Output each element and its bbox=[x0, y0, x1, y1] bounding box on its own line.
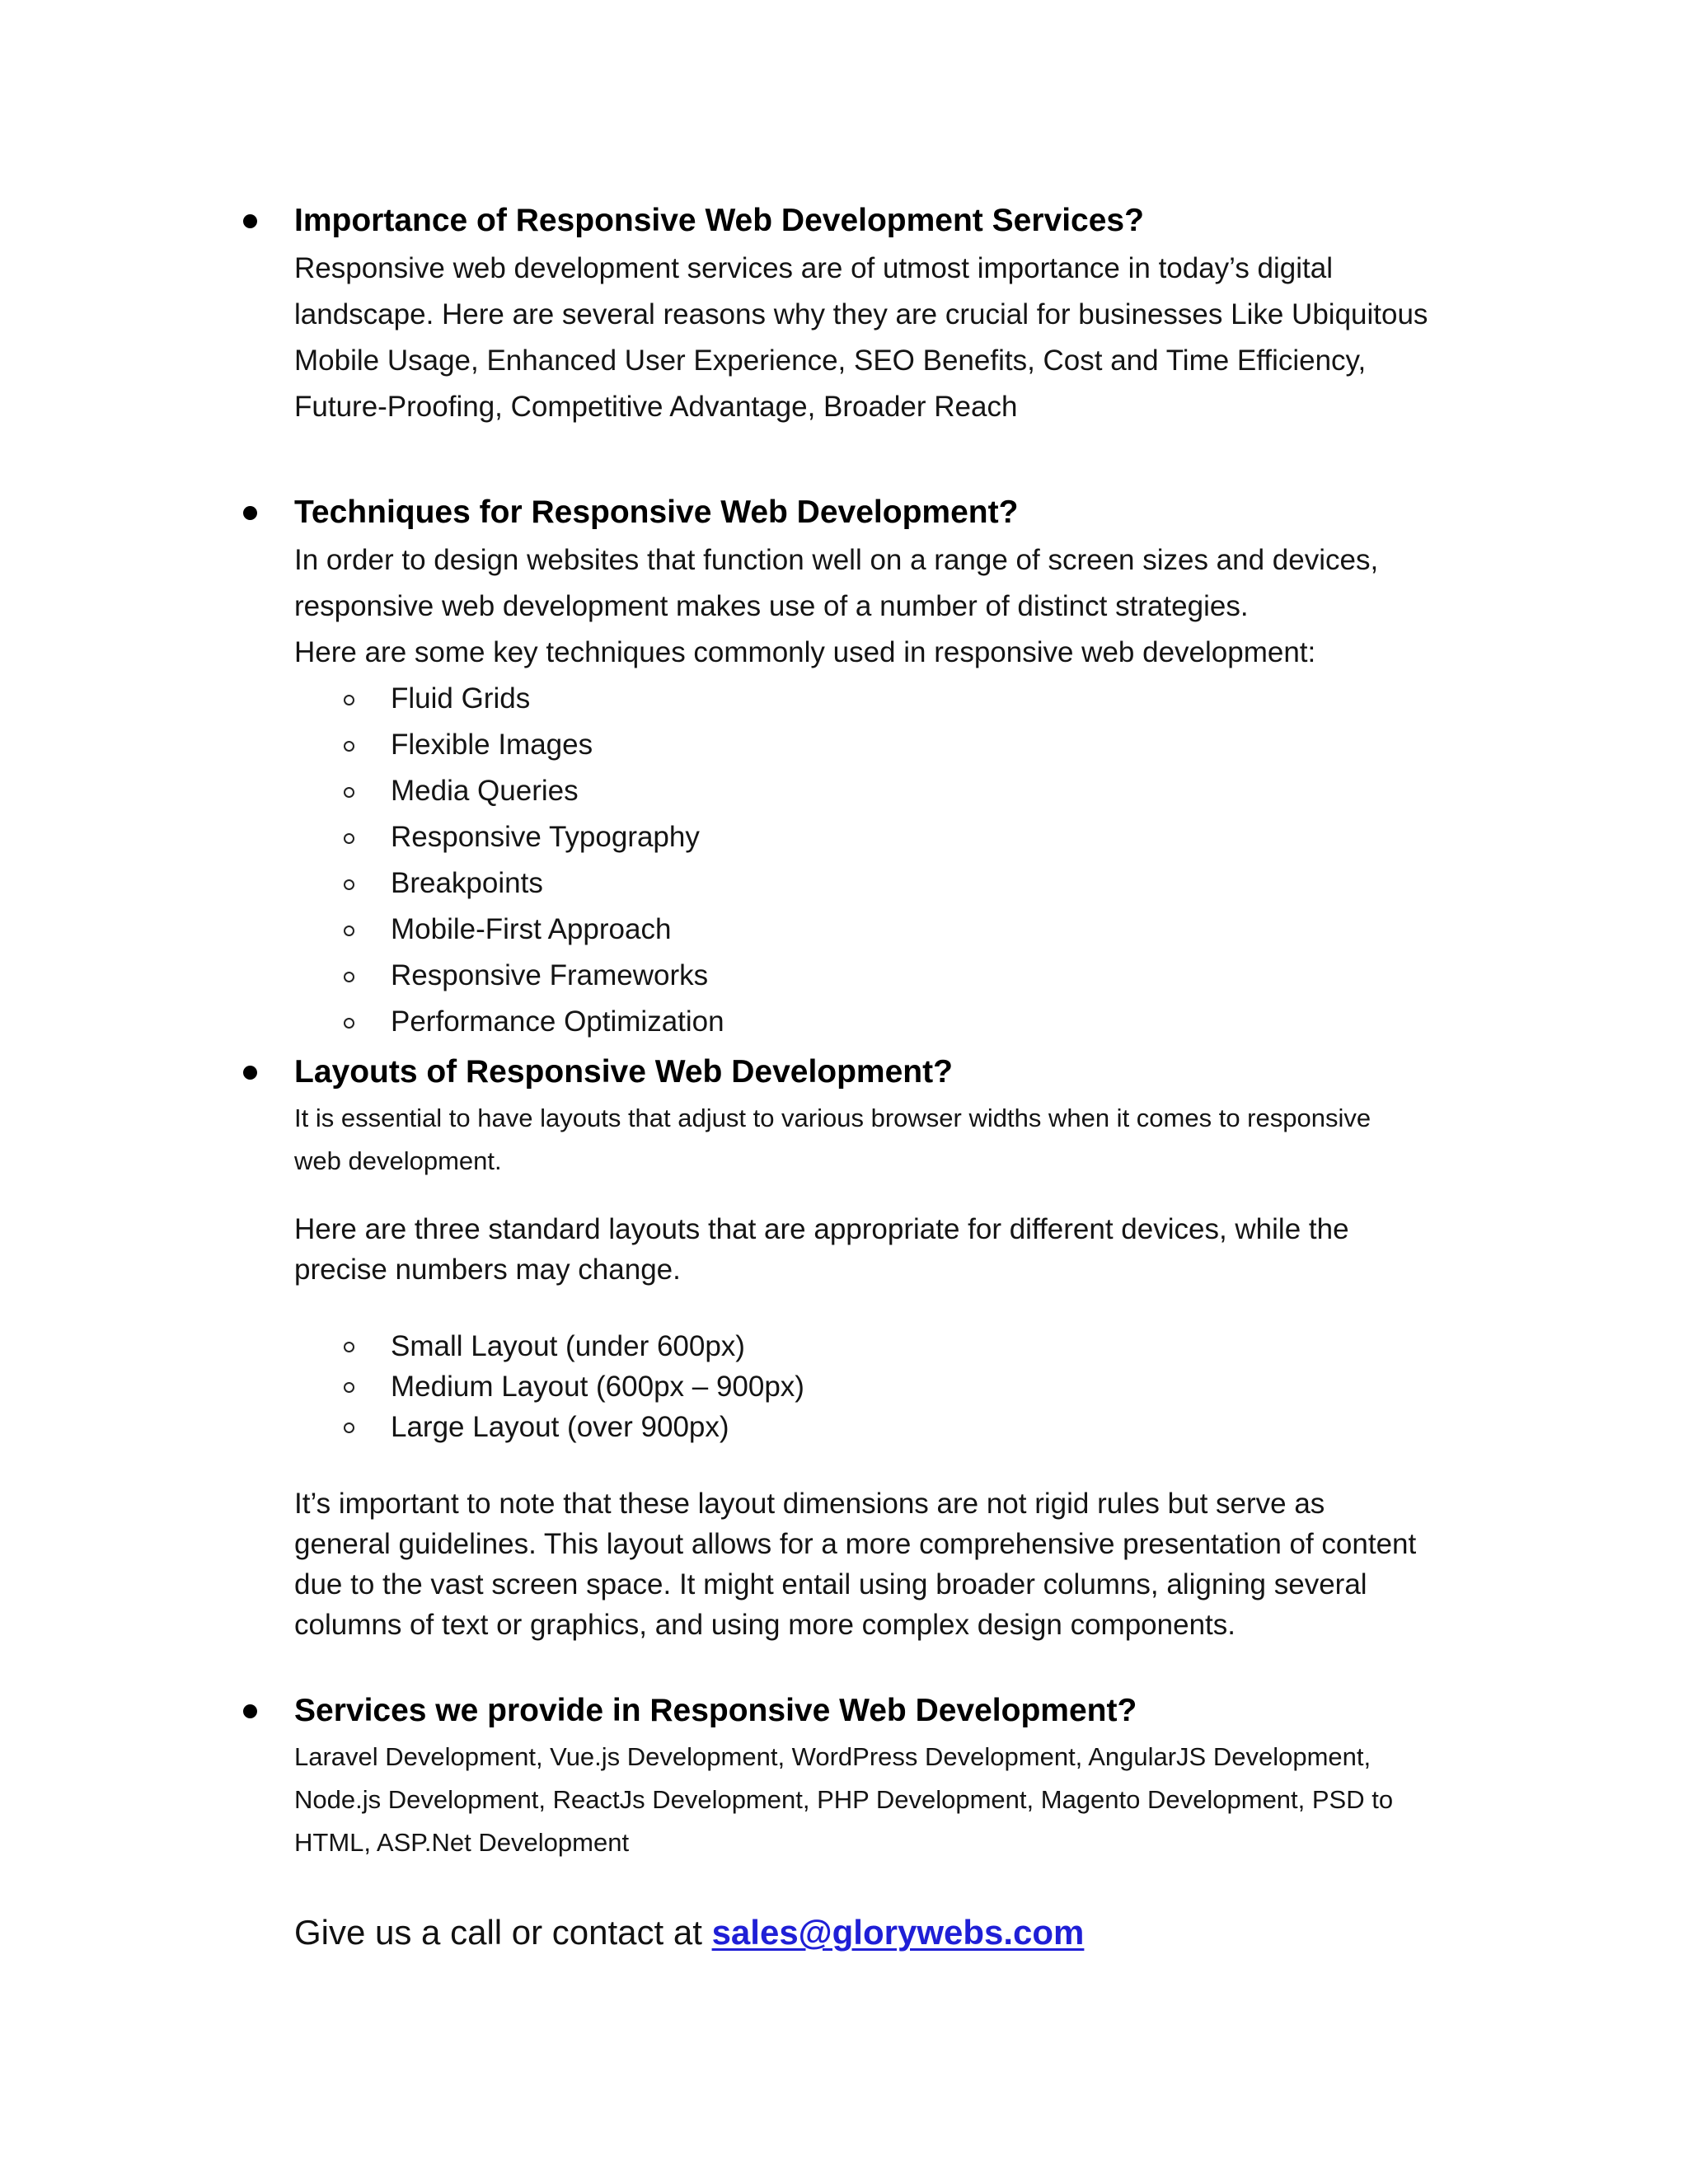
paragraph-line: Here are three standard layouts that are appropriate for different devices, while the bbox=[294, 1213, 1349, 1245]
section-heading-row bbox=[243, 198, 1496, 246]
paragraph-line: Mobile Usage, Enhanced User Experience, SEO Benefits, Cost and Time Efficiency, bbox=[294, 344, 1367, 377]
section-paragraph bbox=[294, 246, 1496, 430]
list-item: Flexible Images bbox=[344, 722, 1496, 768]
paragraph-line: landscape. Here are several reasons why they are crucial for businesses Like Ubiquitous bbox=[294, 298, 1428, 330]
list-item: Fluid Grids bbox=[344, 676, 1496, 722]
list-item: Responsive Typography bbox=[344, 814, 1496, 860]
circle-bullet-icon bbox=[344, 695, 354, 705]
paragraph-line: It is essential to have layouts that adjust to various browser widths when it comes to responsive bbox=[294, 1104, 1372, 1132]
paragraph-line: Responsive web development services are of utmost importance in today’s digital bbox=[294, 252, 1333, 284]
section-heading-row bbox=[243, 1688, 1496, 1736]
paragraph-line: HTML, ASP.Net Development bbox=[294, 1828, 630, 1857]
section-importance bbox=[243, 198, 1496, 430]
list-item: Performance Optimization bbox=[344, 999, 1496, 1045]
section-techniques bbox=[243, 490, 1496, 1045]
section-services bbox=[243, 1688, 1496, 1864]
email-link[interactable]: sales@glorywebs.com bbox=[711, 1913, 1085, 1952]
paragraph-line: In order to design websites that function well on a range of screen sizes and devices, bbox=[294, 544, 1379, 576]
bullet-icon bbox=[243, 214, 257, 228]
paragraph-line: web development. bbox=[294, 1146, 502, 1175]
paragraph-line: Node.js Development, ReactJs Development, PHP Development, Magento Development, PSD to bbox=[294, 1785, 1394, 1814]
paragraph-line: columns of text or graphics, and using more complex design components. bbox=[294, 1609, 1236, 1641]
circle-bullet-icon bbox=[344, 741, 354, 752]
techniques-list bbox=[344, 676, 1496, 1045]
paragraph-line: responsive web development makes use of a number of distinct strategies. bbox=[294, 590, 1249, 622]
circle-bullet-icon bbox=[344, 1382, 354, 1393]
bullet-icon bbox=[243, 1066, 257, 1080]
section-intro bbox=[294, 1097, 1496, 1183]
list-item: Mobile-First Approach bbox=[344, 907, 1496, 953]
section-note bbox=[294, 1483, 1496, 1645]
paragraph-line: precise numbers may change. bbox=[294, 1254, 681, 1286]
section-heading: Layouts of Responsive Web Development? bbox=[294, 1054, 953, 1090]
section-lead bbox=[294, 1209, 1496, 1290]
contact-text: Give us a call or contact at bbox=[294, 1913, 712, 1952]
paragraph-line: general guidelines. This layout allows for a more comprehensive presentation of content bbox=[294, 1528, 1417, 1560]
list-item: Medium Layout (600px – 900px) bbox=[344, 1366, 1496, 1407]
section-paragraph bbox=[294, 1736, 1496, 1864]
contact-line bbox=[294, 1908, 1084, 1957]
paragraph-line: Future-Proofing, Competitive Advantage, Broader Reach bbox=[294, 391, 1018, 423]
paragraph-line: It’s important to note that these layout dimensions are not rigid rules but serve as bbox=[294, 1488, 1325, 1520]
paragraph-line: due to the vast screen space. It might entail using broader columns, aligning several bbox=[294, 1568, 1367, 1601]
list-item: Media Queries bbox=[344, 768, 1496, 814]
section-heading: Services we provide in Responsive Web Development? bbox=[294, 1693, 1137, 1728]
circle-bullet-icon bbox=[344, 879, 354, 890]
paragraph-line: Laravel Development, Vue.js Development, WordPress Development, AngularJS Development, bbox=[294, 1742, 1372, 1771]
bullet-icon bbox=[243, 506, 257, 520]
list-item: Large Layout (over 900px) bbox=[344, 1407, 1496, 1447]
circle-bullet-icon bbox=[344, 787, 354, 798]
circle-bullet-icon bbox=[344, 1018, 354, 1029]
section-layouts bbox=[243, 1049, 1496, 1645]
section-heading-row bbox=[243, 490, 1496, 537]
list-item: Small Layout (under 600px) bbox=[344, 1326, 1496, 1366]
layouts-list bbox=[344, 1326, 1496, 1447]
circle-bullet-icon bbox=[344, 833, 354, 844]
paragraph-line: Here are some key techniques commonly used in responsive web development: bbox=[294, 636, 1316, 668]
list-item: Responsive Frameworks bbox=[344, 953, 1496, 999]
circle-bullet-icon bbox=[344, 972, 354, 982]
circle-bullet-icon bbox=[344, 926, 354, 936]
section-heading-row bbox=[243, 1049, 1496, 1097]
section-paragraph bbox=[294, 537, 1496, 676]
section-heading: Techniques for Responsive Web Development? bbox=[294, 494, 1019, 530]
bullet-icon bbox=[243, 1704, 257, 1718]
circle-bullet-icon bbox=[344, 1342, 354, 1352]
section-heading: Importance of Responsive Web Development Services? bbox=[294, 203, 1144, 238]
list-item: Breakpoints bbox=[344, 860, 1496, 907]
circle-bullet-icon bbox=[344, 1422, 354, 1433]
